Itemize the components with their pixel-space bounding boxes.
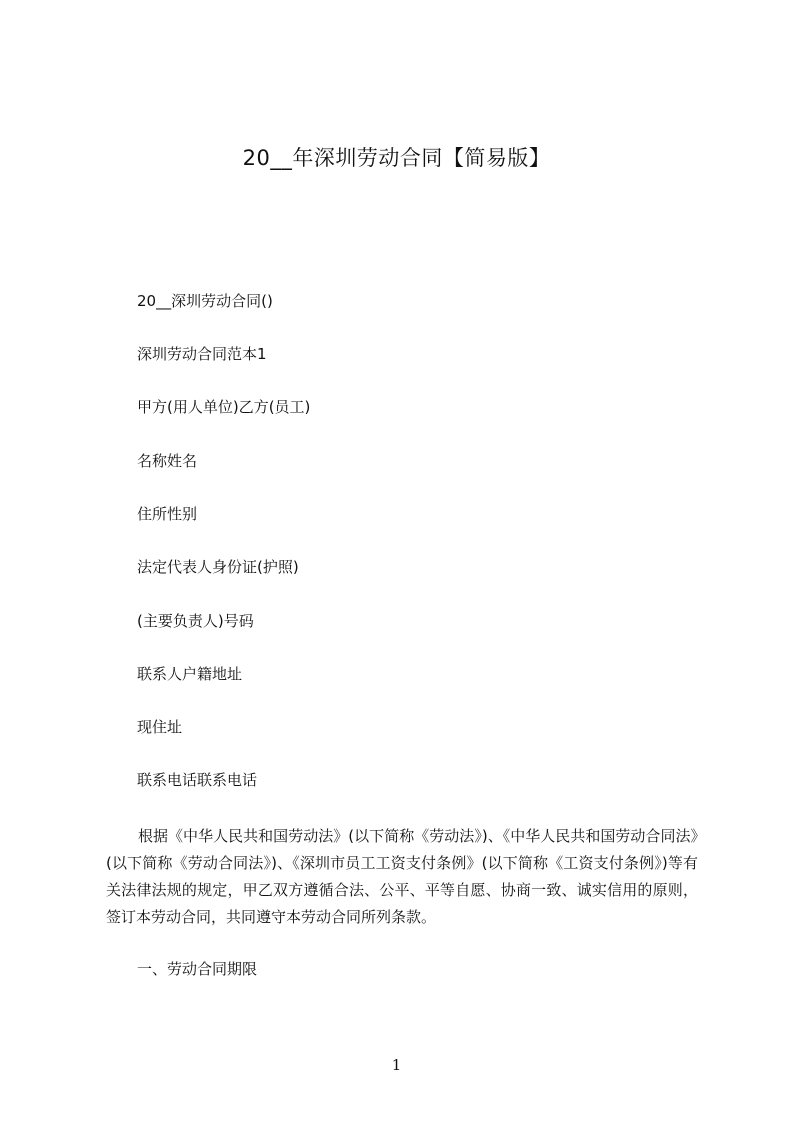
field-name: 名称姓名 — [137, 452, 198, 470]
field-contact-household: 联系人户籍地址 — [137, 665, 243, 683]
field-address-gender: 住所性别 — [137, 505, 198, 523]
page-number: 1 — [391, 1056, 402, 1074]
party-header: 甲方(用人单位)乙方(员工) — [137, 398, 311, 416]
template-label: 深圳劳动合同范本1 — [137, 345, 267, 363]
document-title: 20__年深圳劳动合同【简易版】 — [242, 146, 551, 170]
section-heading: 一、劳动合同期限 — [137, 960, 258, 978]
field-phone: 联系电话联系电话 — [137, 771, 258, 789]
field-legal-rep-id: 法定代表人身份证(护照) — [137, 558, 299, 576]
field-current-address: 现住址 — [137, 718, 183, 736]
preamble-paragraph: 根据《中华人民共和国劳动法》(以下简称《劳动法》)、《中华人民共和国劳动合同法》(以下简称《劳动合同法》)、《深圳市员工工资支付条例》(以下简称《工资支付条例》)等有关法律法规的规定，甲乙双方遵循合法、公平、平等自愿、协商一致、诚实信用的原则，签订本劳动合同，共同遵守本劳动合同所列条款。 — [106, 827, 698, 926]
contract-subtitle: 20__深圳劳动合同() — [137, 292, 273, 310]
field-principal-number: (主要负责人)号码 — [137, 612, 254, 630]
